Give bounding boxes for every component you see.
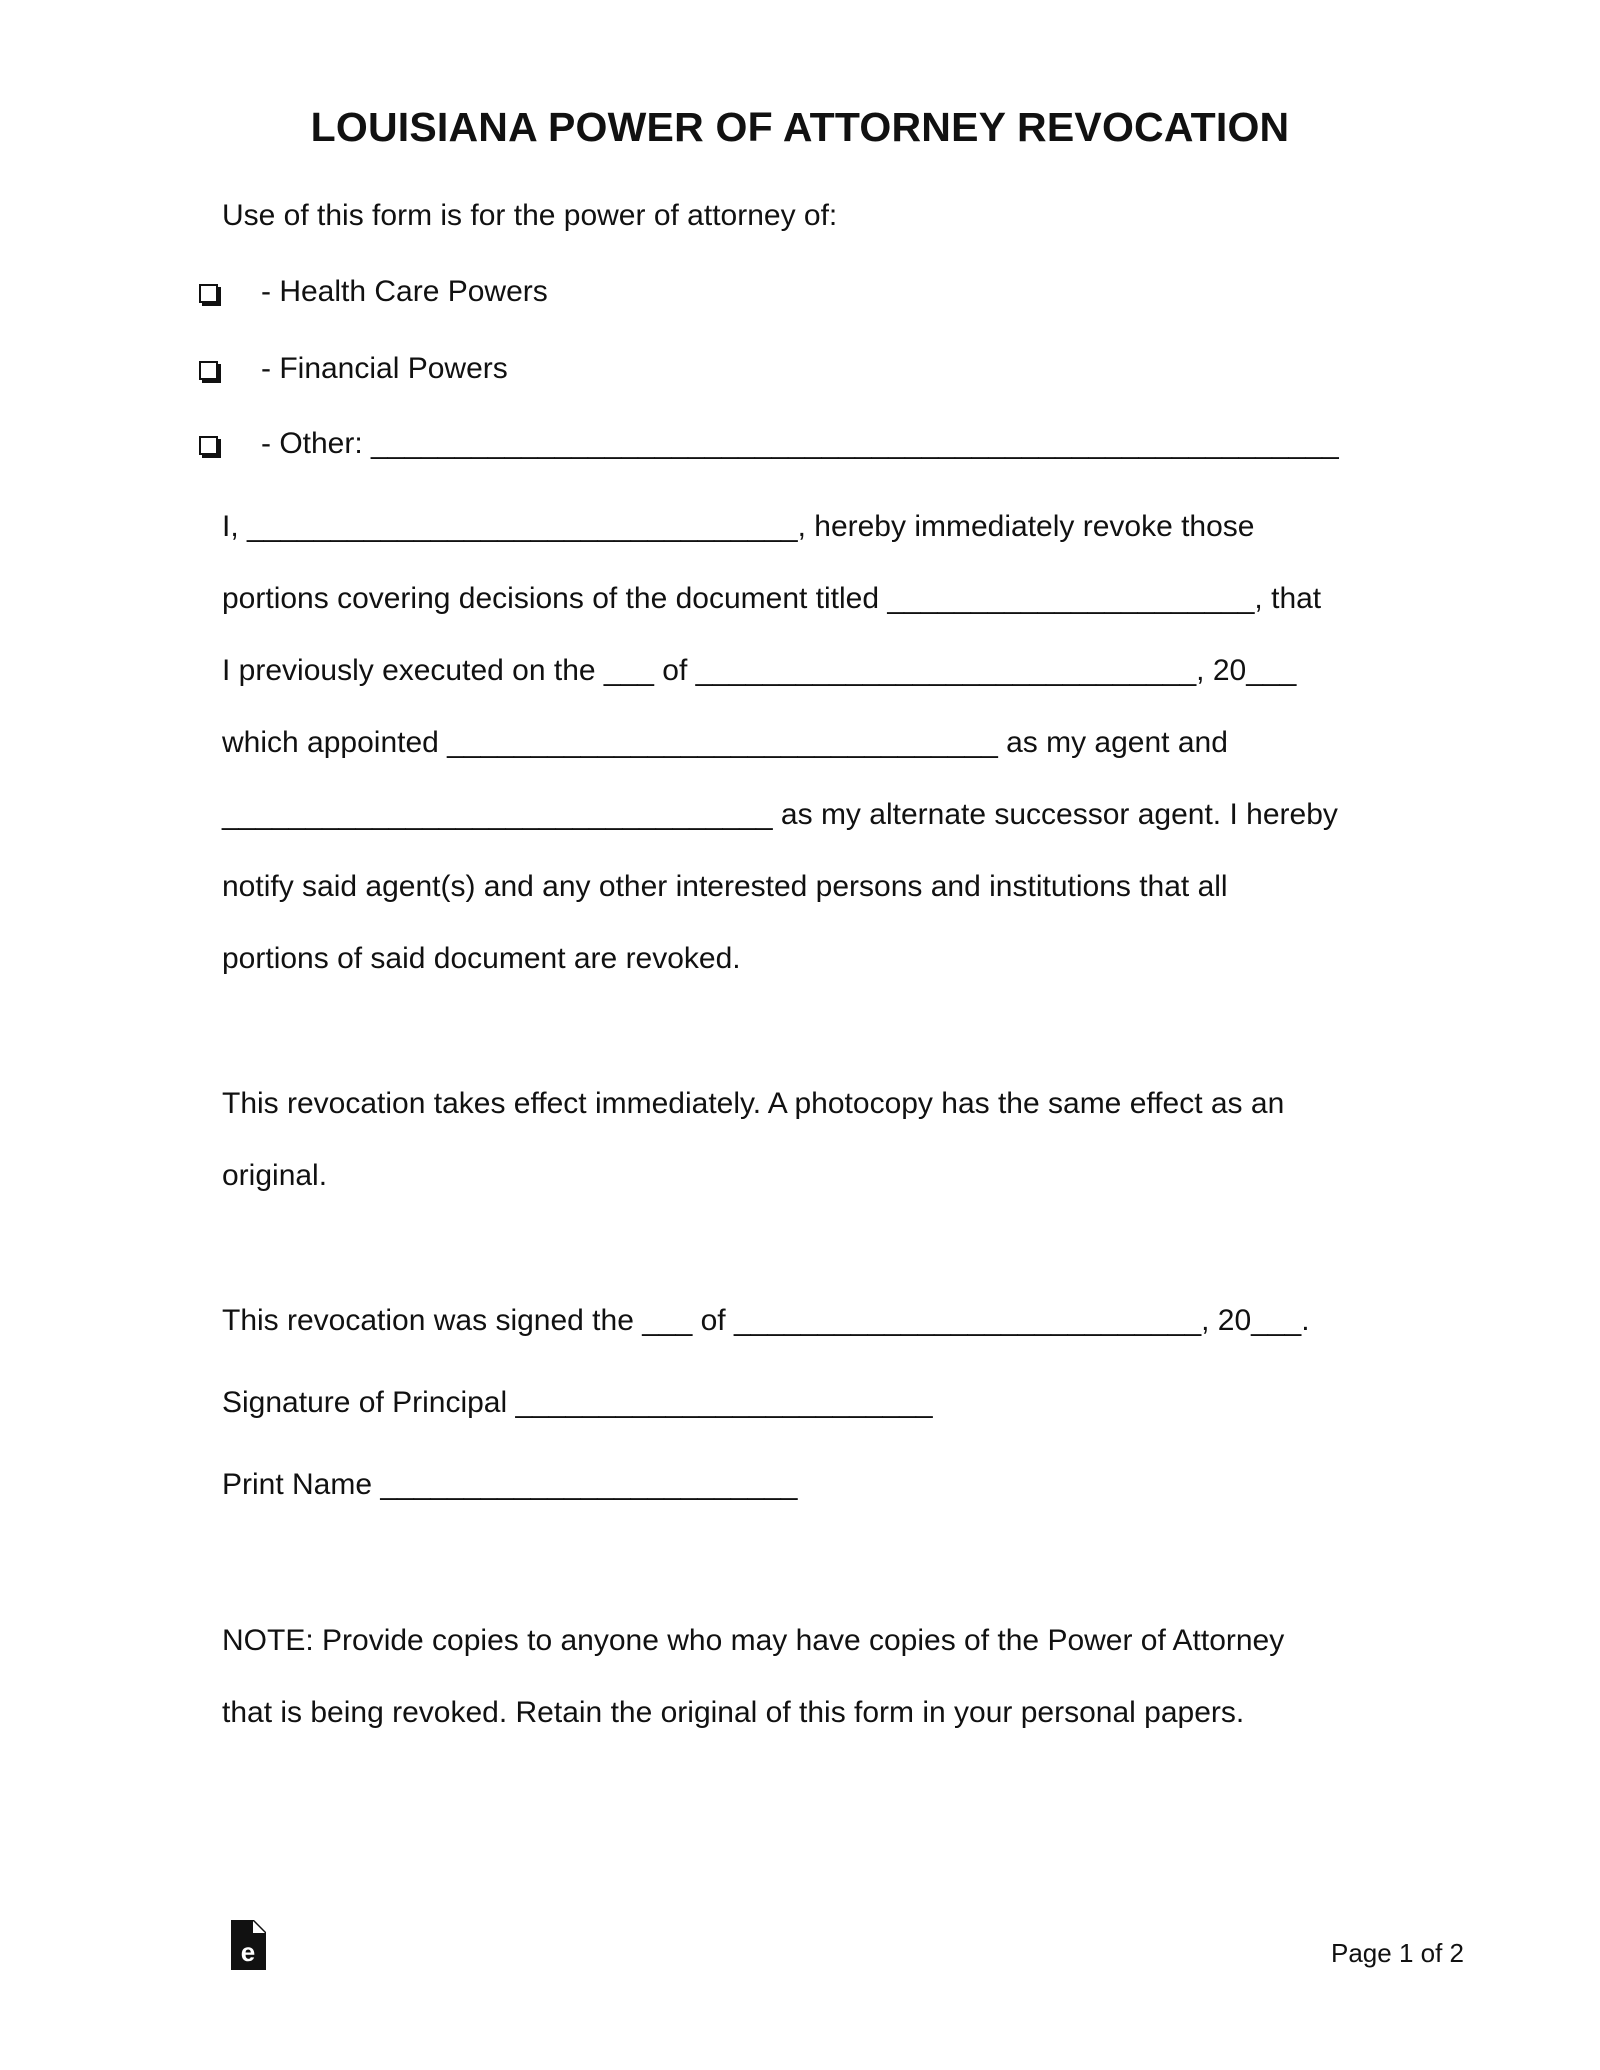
signature-of-principal-line: Signature of Principal _________________________ <box>222 1386 933 1419</box>
option-health-care-label: - Health Care Powers <box>261 275 548 308</box>
svg-text:e: e <box>240 1937 256 1967</box>
intro-text: Use of this form is for the power of attorney of: <box>222 199 838 232</box>
document-e-logo-icon <box>231 1920 266 1970</box>
signed-date-line: This revocation was signed the ___ of ____________________________, 20___. <box>222 1304 1310 1337</box>
checkbox-financial[interactable] <box>199 361 218 380</box>
print-name-line: Print Name _________________________ <box>222 1468 798 1501</box>
note-line-2: that is being revoked. Retain the original of this form in your personal papers. <box>222 1696 1245 1729</box>
paragraph1-line-5: _________________________________ as my alternate successor agent. I hereby <box>222 798 1338 831</box>
paragraph1-line-3: I previously executed on the ___ of ______________________________, 20___ <box>222 654 1297 687</box>
paragraph1-line-7: portions of said document are revoked. <box>222 942 741 975</box>
page-number: Page 1 of 2 <box>1331 1938 1464 1968</box>
note-line-1: NOTE: Provide copies to anyone who may have copies of the Power of Attorney <box>222 1624 1285 1657</box>
document-title: LOUISIANA POWER OF ATTORNEY REVOCATION <box>310 104 1290 150</box>
paragraph1-line-4: which appointed _________________________________ as my agent and <box>222 726 1228 759</box>
paragraph1-line-2: portions covering decisions of the document titled ______________________, that <box>222 582 1322 615</box>
paragraph1-line-6: notify said agent(s) and any other interested persons and institutions that all <box>222 870 1228 903</box>
paragraph2-line-2: original. <box>222 1159 328 1192</box>
checkbox-other[interactable] <box>199 436 218 455</box>
paragraph2-line-1: This revocation takes effect immediately. A photocopy has the same effect as an <box>222 1087 1285 1120</box>
checkbox-health-care[interactable] <box>199 284 218 303</box>
paragraph1-line-1: I, _________________________________, hereby immediately revoke those <box>222 510 1255 543</box>
option-other-label: - Other: __________________________________________________________ <box>261 427 1339 460</box>
option-financial-label: - Financial Powers <box>261 352 508 385</box>
